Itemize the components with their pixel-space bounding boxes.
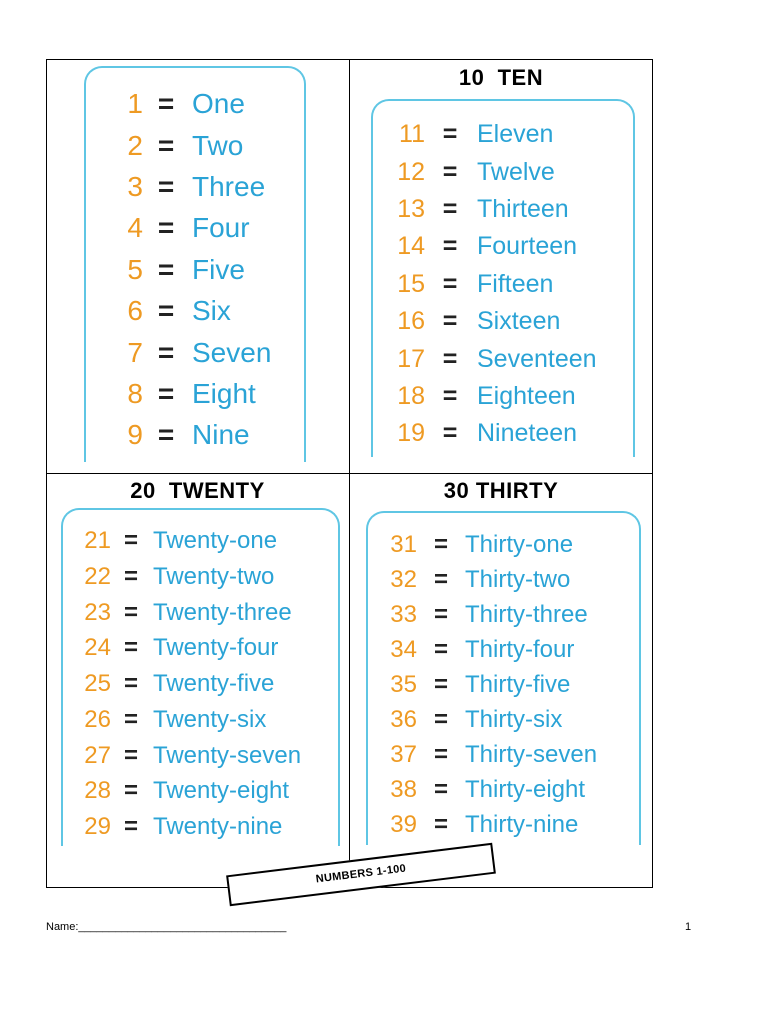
number-word: Twenty-seven (153, 741, 302, 769)
list-item (0, 702, 768, 737)
equals-sign: = (433, 530, 448, 558)
number-numeral: 1 (127, 88, 143, 120)
equals-sign: = (123, 777, 138, 805)
number-word: Thirty-nine (465, 810, 579, 838)
number-word: Thirty-three (465, 600, 588, 628)
list-item (0, 597, 768, 632)
list-item (0, 667, 768, 702)
equals-sign: = (123, 705, 138, 733)
section-header-ten: 10 TEN (458, 65, 544, 90)
number-word: Thirty-four (465, 635, 575, 663)
number-numeral: 33 (390, 600, 417, 628)
number-numeral: 27 (84, 741, 111, 769)
number-word: Six (192, 295, 231, 327)
number-numeral: 29 (84, 813, 111, 840)
equals-sign: = (157, 129, 175, 161)
number-numeral: 21 (84, 527, 111, 554)
list-item (0, 303, 768, 340)
equals-sign: = (442, 419, 458, 448)
number-numeral: 19 (397, 419, 425, 448)
equals-sign: = (157, 419, 175, 451)
number-word: Thirty-one (465, 530, 574, 558)
section-header-twenty: 20 TWENTY (130, 478, 265, 503)
list-item (0, 527, 768, 562)
number-word: Twenty-four (153, 634, 279, 662)
number-word: Nine (192, 419, 250, 451)
number-word: Thirty-eight (465, 775, 586, 803)
equals-sign: = (157, 336, 175, 368)
number-numeral: 22 (84, 562, 111, 590)
number-numeral: 25 (84, 670, 111, 697)
number-numeral: 37 (390, 740, 417, 768)
equals-sign: = (433, 810, 448, 838)
number-word: Thirteen (477, 195, 569, 224)
number-list-thirties (0, 527, 768, 842)
number-numeral: 9 (127, 419, 143, 451)
number-numeral: 18 (397, 382, 425, 411)
number-word: Eighteen (477, 382, 576, 411)
number-word: Eight (192, 378, 256, 410)
number-word: Seven (192, 336, 272, 368)
list-item (0, 737, 768, 772)
number-word: Sixteen (477, 307, 561, 336)
equals-sign: = (123, 598, 138, 626)
equals-sign: = (433, 775, 448, 803)
number-word: Twenty-five (153, 670, 275, 697)
equals-sign: = (123, 670, 138, 697)
number-numeral: 16 (397, 307, 425, 336)
number-word: Four (192, 212, 250, 244)
number-numeral: 13 (397, 195, 425, 224)
equals-sign: = (433, 565, 448, 593)
list-item (0, 632, 768, 667)
number-numeral: 7 (127, 336, 143, 368)
equals-sign: = (433, 705, 448, 733)
number-numeral: 15 (397, 269, 425, 298)
list-item (0, 228, 768, 265)
number-word: Two (192, 129, 244, 161)
equals-sign: = (442, 120, 458, 149)
number-numeral: 5 (127, 253, 143, 285)
title-banner (226, 843, 496, 906)
equals-sign: = (433, 600, 448, 628)
number-numeral: 32 (390, 565, 417, 593)
number-word: Fifteen (477, 269, 554, 298)
number-word: Thirty-two (465, 565, 571, 593)
equals-sign: = (123, 527, 138, 554)
list-item (0, 341, 768, 378)
number-word: Three (192, 171, 266, 203)
equals-sign: = (442, 344, 458, 373)
number-numeral: 2 (127, 129, 143, 161)
number-numeral: 17 (397, 344, 425, 373)
equals-sign: = (442, 195, 458, 224)
equals-sign: = (433, 635, 448, 663)
list-item (0, 116, 768, 153)
number-numeral: 23 (84, 598, 111, 626)
number-word: Twenty-eight (153, 777, 290, 805)
number-word: Eleven (477, 120, 554, 149)
name-field-label: Name:__________________________________ (46, 921, 287, 933)
title-banner-label: NUMBERS 1-100 (315, 862, 407, 886)
number-numeral: 12 (397, 157, 425, 186)
number-numeral: 35 (390, 670, 417, 698)
equals-sign: = (123, 634, 138, 662)
equals-sign: = (442, 269, 458, 298)
list-item (0, 807, 768, 842)
number-numeral: 28 (84, 777, 111, 805)
equals-sign: = (157, 295, 175, 327)
number-word: Nineteen (477, 419, 578, 448)
equals-sign: = (442, 232, 458, 261)
list-item (0, 415, 768, 452)
number-numeral: 31 (390, 530, 417, 558)
number-numeral: 6 (127, 295, 143, 327)
number-numeral: 24 (84, 634, 111, 662)
number-word: Twenty-three (153, 598, 292, 626)
number-numeral: 14 (397, 232, 425, 261)
equals-sign: = (157, 253, 175, 285)
number-numeral: 26 (84, 705, 111, 733)
section-header-thirty: 30 THIRTY (443, 478, 559, 503)
equals-sign: = (157, 378, 175, 410)
number-numeral: 8 (127, 378, 143, 410)
equals-sign: = (157, 212, 175, 244)
list-item (0, 562, 768, 597)
number-list-tens (0, 116, 768, 453)
table-divider-horizontal (46, 473, 653, 474)
number-numeral: 39 (390, 810, 417, 838)
number-numeral: 36 (390, 705, 417, 733)
list-item (0, 191, 768, 228)
equals-sign: = (433, 670, 448, 698)
number-numeral: 34 (390, 635, 417, 663)
number-numeral: 3 (127, 171, 143, 203)
number-numeral: 4 (127, 212, 143, 244)
number-word: Twelve (477, 157, 555, 186)
number-word: Thirty-seven (465, 740, 598, 768)
number-numeral: 38 (390, 775, 417, 803)
list-item (0, 154, 768, 191)
number-word: Five (192, 253, 245, 285)
number-numeral: 11 (399, 120, 425, 149)
number-word: Thirty-six (465, 705, 563, 733)
equals-sign: = (433, 740, 448, 768)
number-word: Seventeen (477, 344, 597, 373)
number-word: Thirty-five (465, 670, 571, 698)
equals-sign: = (157, 171, 175, 203)
equals-sign: = (123, 741, 138, 769)
list-item (0, 266, 768, 303)
number-word: Twenty-one (153, 527, 278, 554)
equals-sign: = (123, 813, 138, 840)
number-word: Twenty-two (153, 562, 275, 590)
list-item (0, 772, 768, 807)
number-word: One (192, 88, 245, 120)
equals-sign: = (123, 562, 138, 590)
number-word: Twenty-nine (153, 813, 283, 840)
list-item (0, 378, 768, 415)
equals-sign: = (442, 307, 458, 336)
equals-sign: = (442, 382, 458, 411)
page-number: 1 (685, 921, 692, 933)
equals-sign: = (157, 88, 175, 120)
number-word: Twenty-six (153, 705, 267, 733)
equals-sign: = (442, 157, 458, 186)
number-word: Fourteen (477, 232, 578, 261)
